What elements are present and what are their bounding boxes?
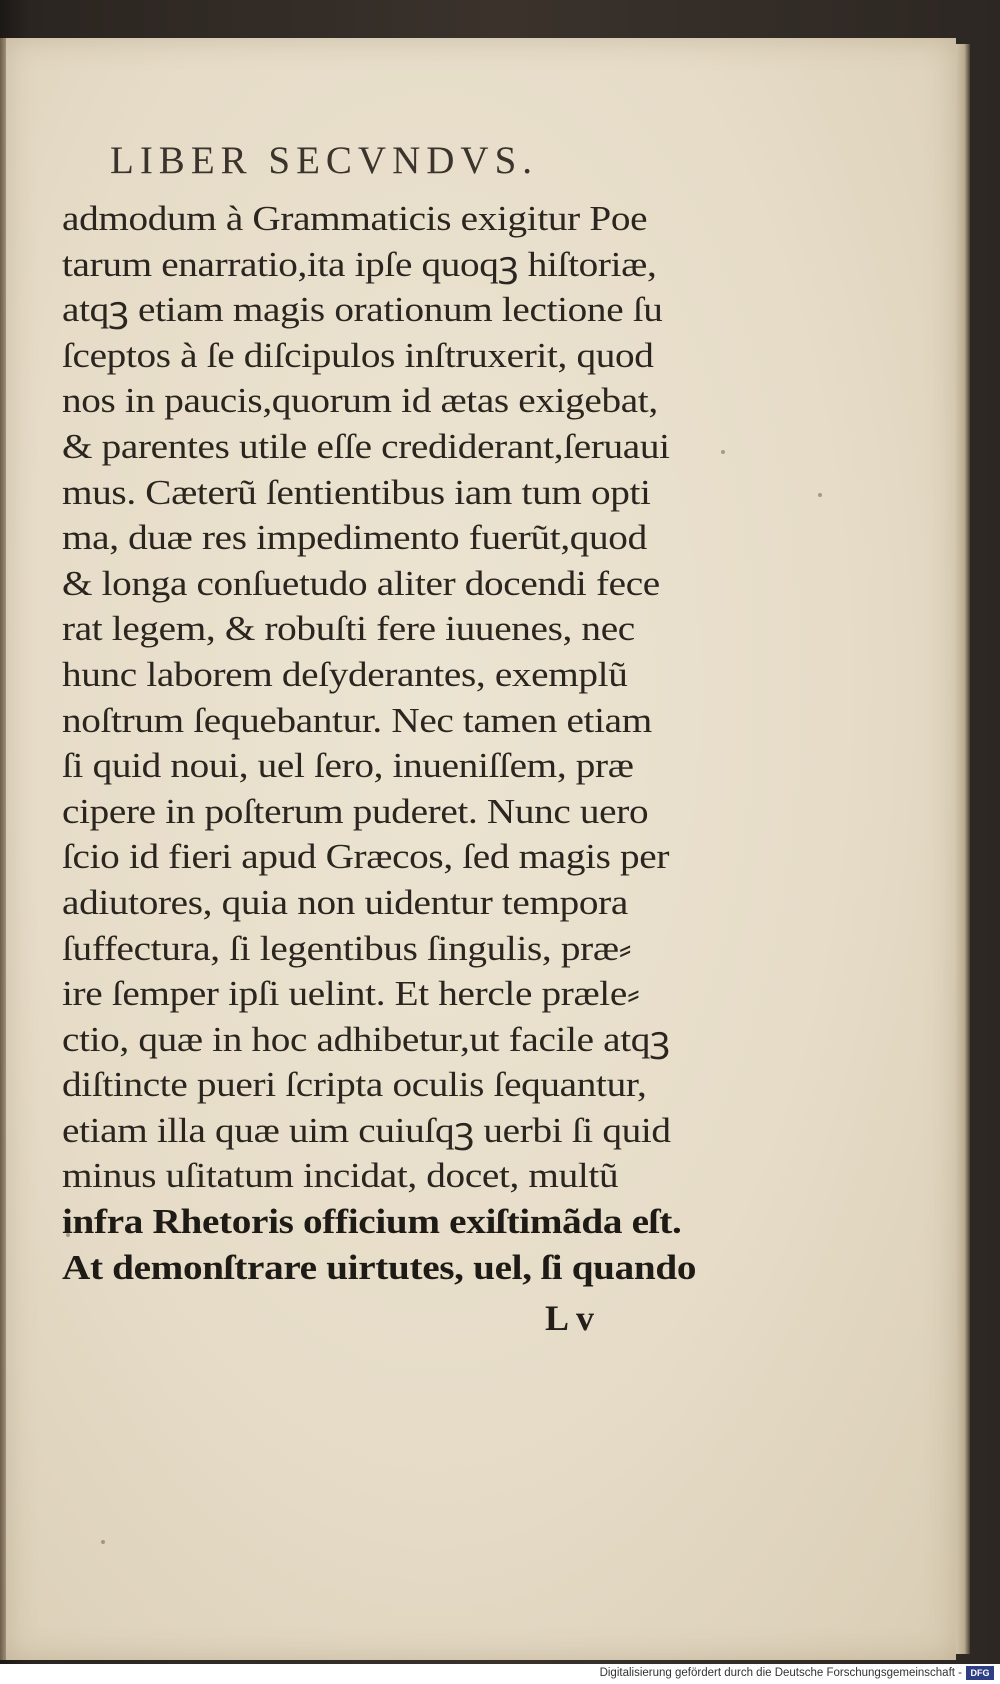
- text-line: adiutores, quia non uidentur tempora: [62, 882, 628, 922]
- text-line: ma, duæ res impedimento fuerũt,quod: [62, 518, 647, 558]
- text-line: noſtrum ſequebantur. Nec tamen etiam: [62, 700, 652, 740]
- paper-speck: [721, 450, 725, 454]
- text-line: ſi quid noui, uel ſero, inueniſſem, præ: [62, 746, 634, 786]
- text-line: minus uſitatum incidat, docet, multũ: [62, 1156, 619, 1196]
- text-line: & longa conſuetudo aliter docendi fece: [62, 563, 660, 603]
- text-line: ctio, quæ in hoc adhibetur,ut facile atqꝫ: [62, 1019, 670, 1059]
- text-line: hunc laborem deſyderantes, exemplũ: [62, 654, 628, 694]
- funding-credit: Digitalisierung gefördert durch die Deutsche Forschungsgemeinschaft -: [599, 1667, 962, 1679]
- text-line: tarum enarratio,ita ipſe quoqꝫ hiſtoriæ,: [62, 244, 657, 284]
- paper-speck: [818, 493, 822, 497]
- text-line: ire ſemper ipſi uelint. Et hercle præle⸗: [62, 974, 640, 1014]
- text-line: ſceptos à ſe diſcipulos inſtruxerit, quod: [62, 335, 654, 375]
- text-line: admodum à Grammaticis exigitur Poe: [62, 199, 648, 238]
- body-text: [62, 196, 702, 1290]
- text-line: diſtincte pueri ſcripta oculis ſequantur,: [62, 1065, 647, 1105]
- paper-speck: [101, 1540, 105, 1544]
- page-edge: [956, 44, 970, 1654]
- text-line: & parentes utile eſſe crediderant,ſeruaui: [62, 426, 670, 466]
- text-line: ſcio id fieri apud Græcos, ſed magis per: [62, 837, 670, 877]
- text-line: ſuffectura, ſi legentibus ſingulis, præ⸗: [62, 928, 632, 968]
- text-line: At demonſtrare uirtutes, uel, ſi quando: [62, 1247, 697, 1287]
- text-line: atqꝫ etiam magis orationum lectione ſu: [62, 290, 663, 330]
- dfg-logo: DFG: [966, 1666, 994, 1680]
- text-line: mus. Cæterũ ſentientibus iam tum opti: [62, 472, 651, 512]
- text-line: nos in paucis,quorum id ætas exigebat,: [62, 381, 658, 421]
- text-line: infra Rhetoris officium exiſtimãda eſt.: [62, 1202, 682, 1242]
- running-head: LIBER SECVNDVS.: [110, 139, 539, 182]
- signature-mark: L v: [545, 1298, 595, 1338]
- text-line: etiam illa quæ uim cuiuſqꝫ uerbi ſi quid: [62, 1110, 671, 1150]
- text-line: rat legem, & robuſti fere iuuenes, nec: [62, 609, 635, 649]
- text-line: cipere in poſterum puderet. Nunc uero: [62, 791, 649, 831]
